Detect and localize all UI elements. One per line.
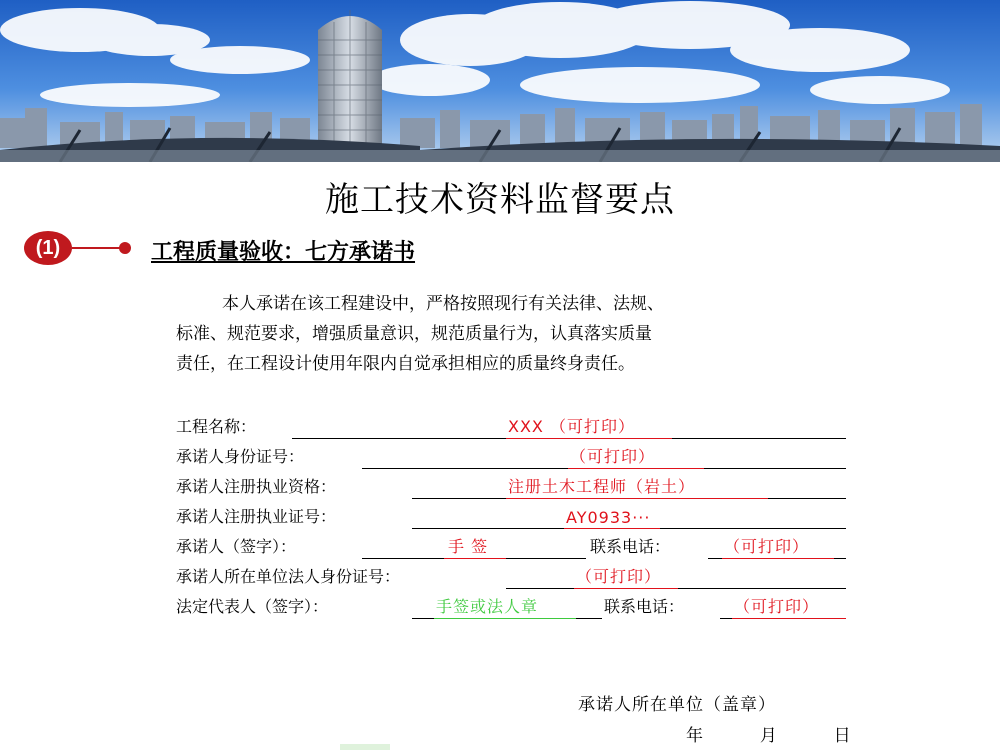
paragraph-line-1: 本人承诺在该工程建设中，严格按照现行有关法律、法规、 [222, 294, 664, 314]
form-row-id-number [176, 445, 846, 469]
form-row-project-name [176, 415, 846, 439]
legal-rep-value: 手签或法人章 [436, 597, 539, 616]
paragraph-line-2: 标准、规范要求，增强质量意识，规范质量行为，认真落实质量 [176, 324, 652, 344]
signer-value: 手 签 [448, 537, 489, 556]
cert-number-value: AY0933··· [566, 508, 651, 527]
id-number-value: （可打印） [570, 447, 656, 466]
legal-id-label: 承诺人所在单位法人身份证号： [176, 567, 401, 586]
year-label: 年 [686, 726, 703, 746]
bullet-dot-icon [119, 242, 131, 254]
form-row-signer [176, 535, 846, 559]
signer-phone-value: （可打印） [724, 537, 810, 556]
qualification-label: 承诺人注册执业资格： [176, 477, 337, 496]
cert-number-label: 承诺人注册执业证号： [176, 507, 337, 526]
month-label: 月 [759, 726, 777, 746]
signer-phone-red-underline [722, 558, 834, 559]
legal-id-value: （可打印） [576, 567, 662, 586]
signer-phone-label: 联系电话： [590, 537, 671, 556]
legal-rep-label: 法定代表人（签字）： [176, 597, 329, 616]
decorative-arrow-icon [968, 716, 982, 744]
legal-rep-phone-label: 联系电话： [604, 597, 685, 616]
signer-red-underline [444, 558, 506, 559]
commitment-paragraph [176, 289, 866, 379]
project-name-value: XXX （可打印） [508, 417, 635, 436]
section-number-badge: (1) [24, 231, 72, 265]
legal-id-red-underline [574, 588, 678, 589]
paragraph-line-3: 责任，在工程设计使用年限内自觉承担相应的质量终身责任。 [176, 354, 635, 374]
project-name-label: 工程名称： [176, 417, 257, 436]
project-name-red-underline [506, 438, 672, 439]
form-row-qualification [176, 475, 846, 499]
decorative-bar [340, 744, 390, 750]
legal-rep-green-underline [434, 618, 576, 619]
header-banner-skyline [0, 0, 1000, 162]
section-heading: 工程质量验收：七方承诺书 [151, 239, 416, 264]
id-number-red-underline [568, 468, 704, 469]
unit-stamp-label: 承诺人所在单位（盖章） [578, 695, 776, 715]
legal-rep-phone-red-underline [732, 618, 846, 619]
form-row-legal-id [176, 565, 846, 589]
signer-label: 承诺人（签字）： [176, 537, 297, 556]
id-number-label: 承诺人身份证号： [176, 447, 305, 466]
qualification-red-underline [506, 498, 768, 499]
day-label: 日 [833, 726, 851, 746]
page-title: 施工技术资料监督要点 [325, 180, 675, 220]
form-row-legal-rep [176, 595, 846, 619]
legal-rep-phone-value: （可打印） [734, 597, 820, 616]
date-line [686, 721, 851, 746]
cert-number-red-underline [564, 528, 660, 529]
qualification-value: 注册土木工程师（岩土） [508, 477, 696, 496]
form-row-cert-number [176, 505, 846, 529]
connector-line [72, 247, 124, 249]
